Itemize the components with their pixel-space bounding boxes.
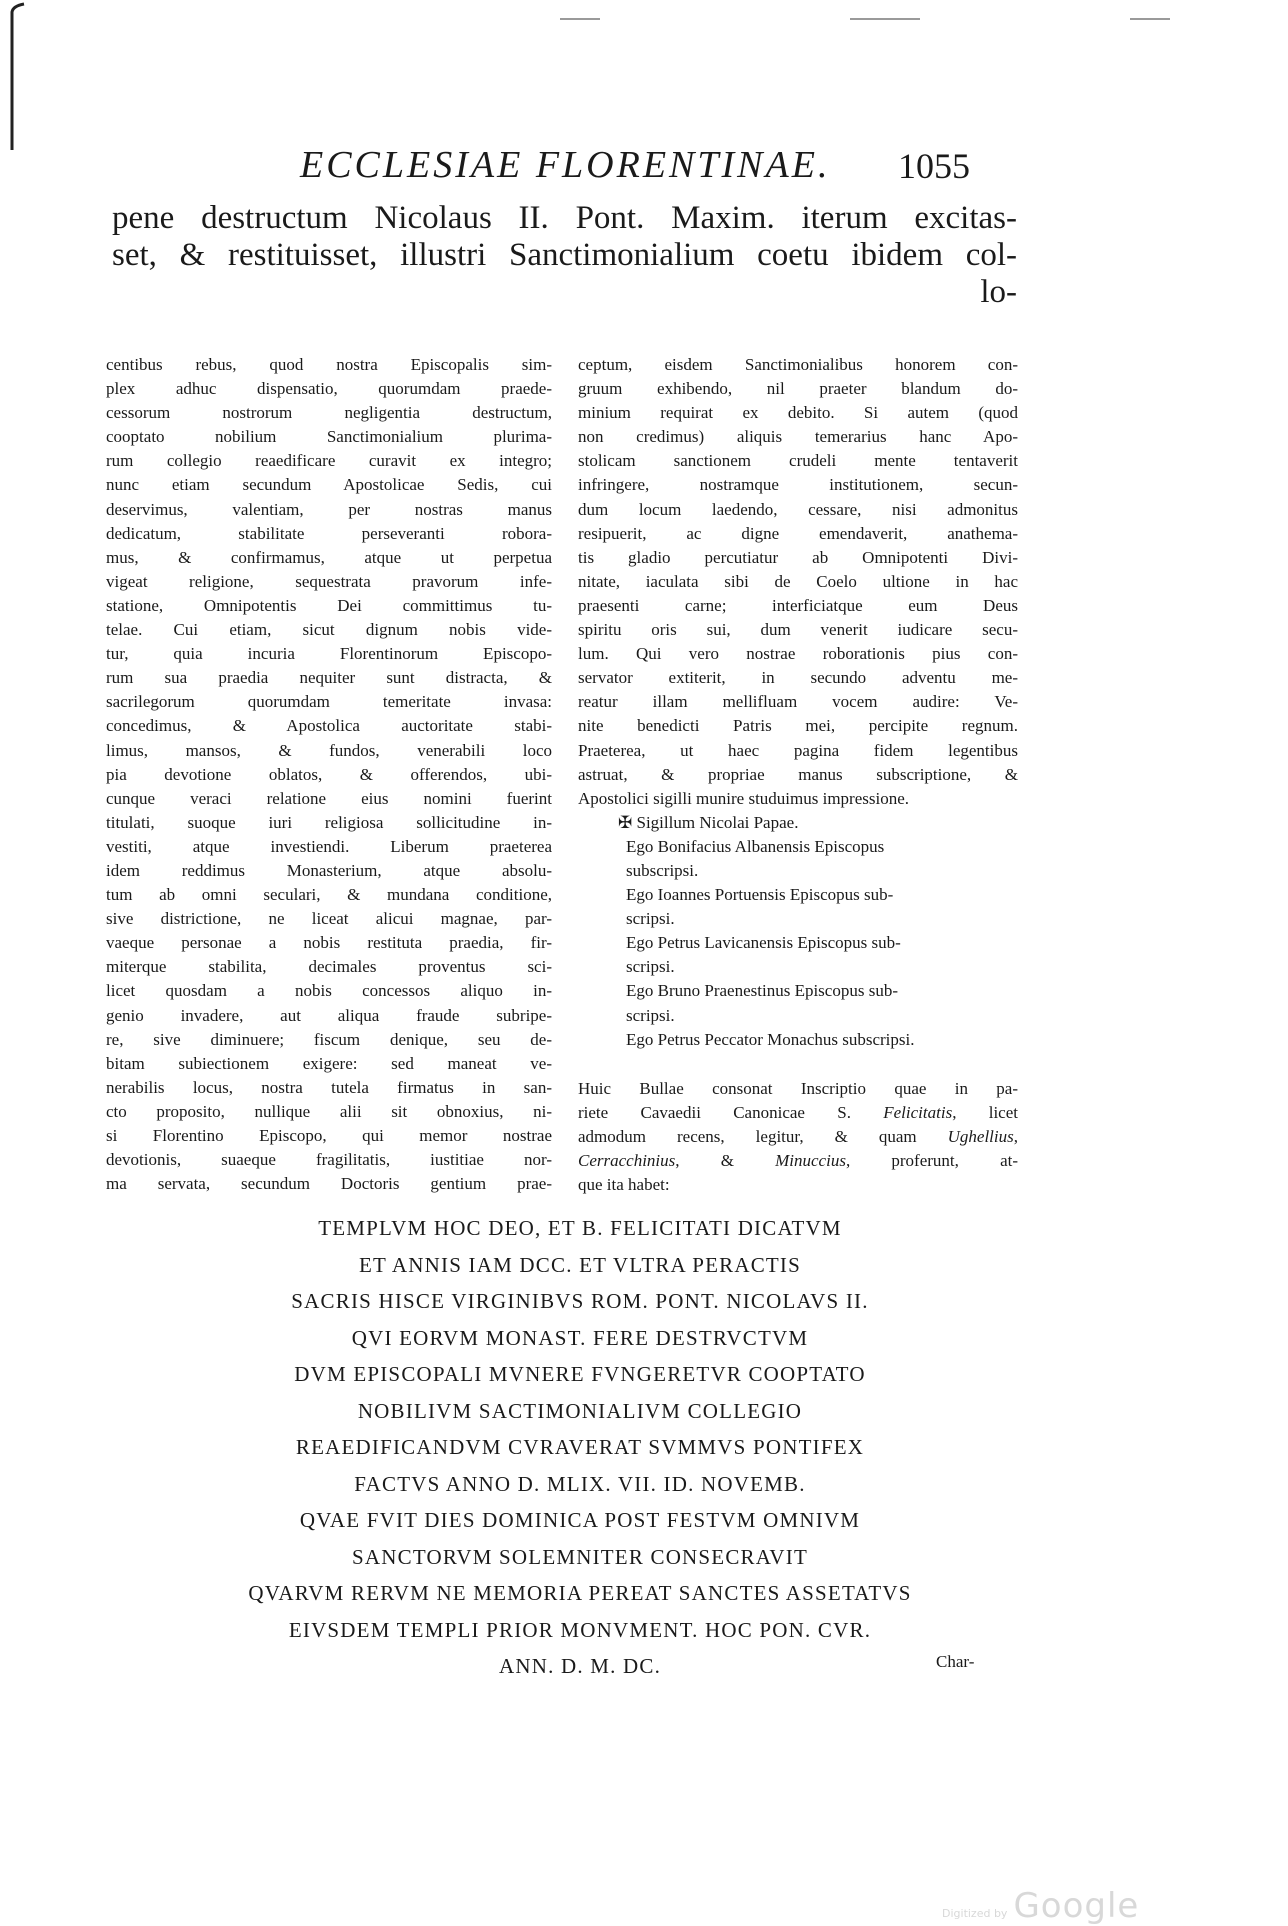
inscription-line: REAEDIFICANDVM CVRAVERAT SVMMVS PONTIFEX xyxy=(295,1435,865,1459)
left-column-line: plex adhuc dispensatio, quorumdam praede- xyxy=(106,379,552,399)
left-column-line: cessorum nostrorum negligentia destructum, xyxy=(106,403,552,423)
right-column-line: non credimus) aliquis temerarius hanc Apo- xyxy=(578,427,1018,447)
left-column-line: titulati, suoque iuri religiosa sollicitudine in- xyxy=(106,812,552,832)
left-column-line: vestiti, atque investiendi. Liberum praeterea xyxy=(106,836,552,856)
left-column-line: licet quosdam a nobis concessos aliquo in- xyxy=(106,981,552,1001)
left-column-line: si Florentino Episcopo, qui memor nostrae xyxy=(106,1126,552,1145)
left-column-line: mus, & confirmamus, atque ut perpetua xyxy=(106,547,552,567)
note-text: , licet xyxy=(952,1103,1018,1123)
page-binding-edge xyxy=(8,2,32,152)
inscription-line: SACRIS HISCE VIRGINIBVS ROM. PONT. NICOLAVS II. xyxy=(291,1289,869,1313)
right-column xyxy=(578,353,1018,1052)
left-column-line: statione, Omnipotentis Dei committimus tu- xyxy=(106,595,552,615)
inscription-line: ET ANNIS IAM DCC. ET VLTRA PERACTIS xyxy=(358,1252,802,1277)
note-text: , & xyxy=(675,1151,776,1171)
intro-line-last: lo- xyxy=(980,274,1017,310)
note-line xyxy=(578,1101,1018,1125)
inscription-line: FACTVS ANNO D. MLIX. VII. ID. NOVEMB. xyxy=(354,1471,806,1496)
signature-line: Ego Bonifacius Albanensis Episcopus xyxy=(626,836,885,856)
left-column-line: genio invadere, aut aliqua fraude subripe- xyxy=(106,1005,552,1025)
left-column-line: deservimus, valentiam, per nostras manus xyxy=(106,499,552,519)
watermark-logo-text: Google xyxy=(1013,1886,1140,1926)
intro-paragraph xyxy=(112,200,1017,311)
right-column-line: nite benedicti Patris mei, percipite regnum. xyxy=(578,716,1018,736)
right-column-text xyxy=(578,353,1018,811)
right-column-line: tis gladio percutiatur ab Omnipotenti Divi- xyxy=(578,547,1018,567)
note-line xyxy=(578,1077,1018,1101)
signature-continuation: scripsi. xyxy=(626,1005,675,1025)
left-column-line: cunque veraci relatione eius nomini fuerint xyxy=(106,788,552,808)
left-column-line: bitam subiectionem exigere: sed maneat ve- xyxy=(106,1053,552,1073)
note-text: admodum recens, legitur, & quam xyxy=(578,1127,948,1147)
signature-continuation: subscripsi. xyxy=(626,860,699,880)
note-italic: Cerracchinius xyxy=(578,1151,676,1171)
seal-line: ✠ Sigillum Nicolai Papae. xyxy=(618,812,799,832)
right-column-line: servator extiterit, in secundo adventu me- xyxy=(578,668,1018,688)
right-column-line: Praeterea, ut haec pagina fidem legentibus xyxy=(578,740,1018,760)
inscription-line: TEMPLVM HOC DEO, ET B. FELICITATI DICATVM xyxy=(318,1216,842,1240)
note-italic: Minuccius xyxy=(775,1151,846,1171)
right-column-line: Apostolici sigilli munire studuimus impressione. xyxy=(578,788,910,808)
left-column-line: cto proposito, nullique alii sit obnoxius, ni- xyxy=(106,1101,552,1121)
left-column-line: sive districtione, ne liceat alicui magnae, par- xyxy=(106,909,552,929)
intro-line: set, & restituisset, illustri Sanctimonialium coetu ibidem col- xyxy=(112,237,1017,273)
left-column-line: idem reddimus Monasterium, atque absolu- xyxy=(106,860,552,880)
left-column-line: devotionis, suaeque fragilitatis, iustitiae nor- xyxy=(106,1150,552,1170)
right-column-line: spiritu oris sui, dum venerit iudicare secu- xyxy=(578,620,1018,640)
digitized-watermark xyxy=(942,1886,1139,1926)
left-column-line: tur, quia incuria Florentinorum Episcopo- xyxy=(106,644,552,664)
left-column-line: nerabilis locus, nostra tutela firmatus in san- xyxy=(106,1077,552,1097)
left-column-line: concedimus, & Apostolica auctoritate stabi- xyxy=(106,716,552,736)
note-italic: Ughellius xyxy=(947,1127,1014,1147)
inscription-line: SANCTORVM SOLEMNITER CONSECRAVIT xyxy=(352,1544,808,1569)
inscription-block xyxy=(100,1210,1060,1685)
signature-line: Ego Ioannes Portuensis Episcopus sub- xyxy=(626,885,894,905)
left-column-line: rum sua praedia nequiter sunt distracta, & xyxy=(106,668,552,688)
left-column-line: re, sive diminuere; fiscum denique, seu de- xyxy=(106,1029,552,1049)
right-column-line: resipuerit, ac digne emendaverit, anathema- xyxy=(578,523,1018,543)
inscription-line: EIVSDEM TEMPLI PRIOR MONVMENT. HOC PON. CVR. xyxy=(288,1617,872,1642)
inscription-line: QVARVM RERVM NE MEMORIA PEREAT SANCTES ASSETATVS xyxy=(248,1581,912,1605)
right-column-line: nitate, iaculata sibi de Coelo ultione in hac xyxy=(578,571,1018,591)
right-column-line: dum locum laedendo, cessare, nisi admonitus xyxy=(578,499,1018,519)
right-column-line: minium requirat ex debito. Si autem (quod xyxy=(578,403,1018,423)
left-column-line: cooptato nobilium Sanctimonialium plurima- xyxy=(106,427,552,447)
left-column-line: centibus rebus, quod nostra Episcopalis sim- xyxy=(106,355,552,374)
top-edge-mark-3 xyxy=(1130,18,1170,20)
left-column-line: vigeat religione, sequestrata pravorum infe- xyxy=(106,571,552,591)
left-column-line: miterque stabilita, decimales proventus sci- xyxy=(106,957,552,977)
watermark-small-text: Digitized by xyxy=(942,1907,1008,1920)
left-column-line: pia devotione oblatos, & offerendos, ubi- xyxy=(106,764,552,784)
right-column-line: astruat, & propriae manus subscriptione, & xyxy=(578,764,1018,784)
left-column-line: ma servata, secundum Doctoris gentium prae- xyxy=(106,1174,552,1194)
right-column-line: ceptum, eisdem Sanctimonialibus honorem con- xyxy=(578,355,1018,374)
top-edge-mark-2 xyxy=(850,18,920,20)
left-column-line: nunc etiam secundum Apostolicae Sedis, cui xyxy=(106,475,552,495)
page-number: 1055 xyxy=(898,146,970,186)
signature-line: Ego Petrus Peccator Monachus subscripsi. xyxy=(626,1029,915,1049)
running-head xyxy=(300,143,970,193)
left-column-line: vaeque personae a nobis restituta praedia, fir- xyxy=(106,933,552,953)
inscription-line: QVI EORVM MONAST. FERE DESTRVCTVM xyxy=(351,1325,809,1350)
signature-continuation: scripsi. xyxy=(626,957,675,977)
right-column-line: stolicam sanctionem crudeli mente tentaverit xyxy=(578,451,1018,471)
note-line xyxy=(578,1149,1018,1173)
top-edge-mark-1 xyxy=(560,18,600,20)
note-text: , xyxy=(1013,1127,1018,1147)
note-line xyxy=(578,1173,1018,1197)
note-text: Huic Bullae consonat Inscriptio quae in pa- xyxy=(578,1079,1018,1098)
right-column-line: praesenti carne; interficiatque eum Deus xyxy=(578,595,1018,615)
left-column-line: sacrilegorum quorumdam temeritate invasa: xyxy=(106,692,552,712)
inscription-note xyxy=(578,1077,1018,1197)
right-column-line: lum. Qui vero nostrae roborationis pius con- xyxy=(578,644,1018,664)
note-text: , proferunt, at- xyxy=(845,1151,1018,1171)
left-column-line: tum ab omni seculari, & mundana conditione, xyxy=(106,885,552,905)
running-title: ECCLESIAE FLORENTINAE. xyxy=(300,144,831,186)
catchword: Char- xyxy=(936,1652,975,1671)
right-column-line: reatur illam mellifluam vocem audire: Ve- xyxy=(578,692,1018,712)
signature-continuation: scripsi. xyxy=(626,909,675,929)
right-column-line: gruum exhibendo, nil praeter blandum do- xyxy=(578,379,1018,399)
intro-line: pene destructum Nicolaus II. Pont. Maxim. iterum excitas- xyxy=(112,200,1017,236)
left-column-line: dedicatum, stabilitate perseveranti robora- xyxy=(106,523,552,543)
note-line xyxy=(578,1125,1018,1149)
left-column-line: rum collegio reaedificare curavit ex integro; xyxy=(106,451,552,471)
note-italic: Felicitatis xyxy=(883,1103,953,1123)
inscription-line: DVM EPISCOPALI MVNERE FVNGERETVR COOPTATO xyxy=(294,1362,866,1386)
note-text: riete Cavaedii Canonicae S. xyxy=(578,1103,884,1123)
left-column-line: limus, mansos, & fundos, venerabili loco xyxy=(106,740,552,760)
inscription-line: NOBILIVM SACTIMONIALIVM COLLEGIO xyxy=(357,1398,803,1423)
right-column-line: infringere, nostramque institutionem, secun- xyxy=(578,475,1018,495)
left-column xyxy=(106,353,552,1196)
signature-line: Ego Petrus Lavicanensis Episcopus sub- xyxy=(626,933,901,953)
left-column-line: telae. Cui etiam, sicut dignum nobis vide- xyxy=(106,620,552,640)
note-text: que ita habet: xyxy=(578,1175,670,1195)
inscription-line: ANN. D. M. DC. xyxy=(498,1654,662,1678)
signature-list xyxy=(578,835,1018,1052)
signature-line: Ego Bruno Praenestinus Episcopus sub- xyxy=(626,981,898,1001)
inscription-line: QVAE FVIT DIES DOMINICA POST FESTVM OMNIVM xyxy=(299,1508,861,1532)
